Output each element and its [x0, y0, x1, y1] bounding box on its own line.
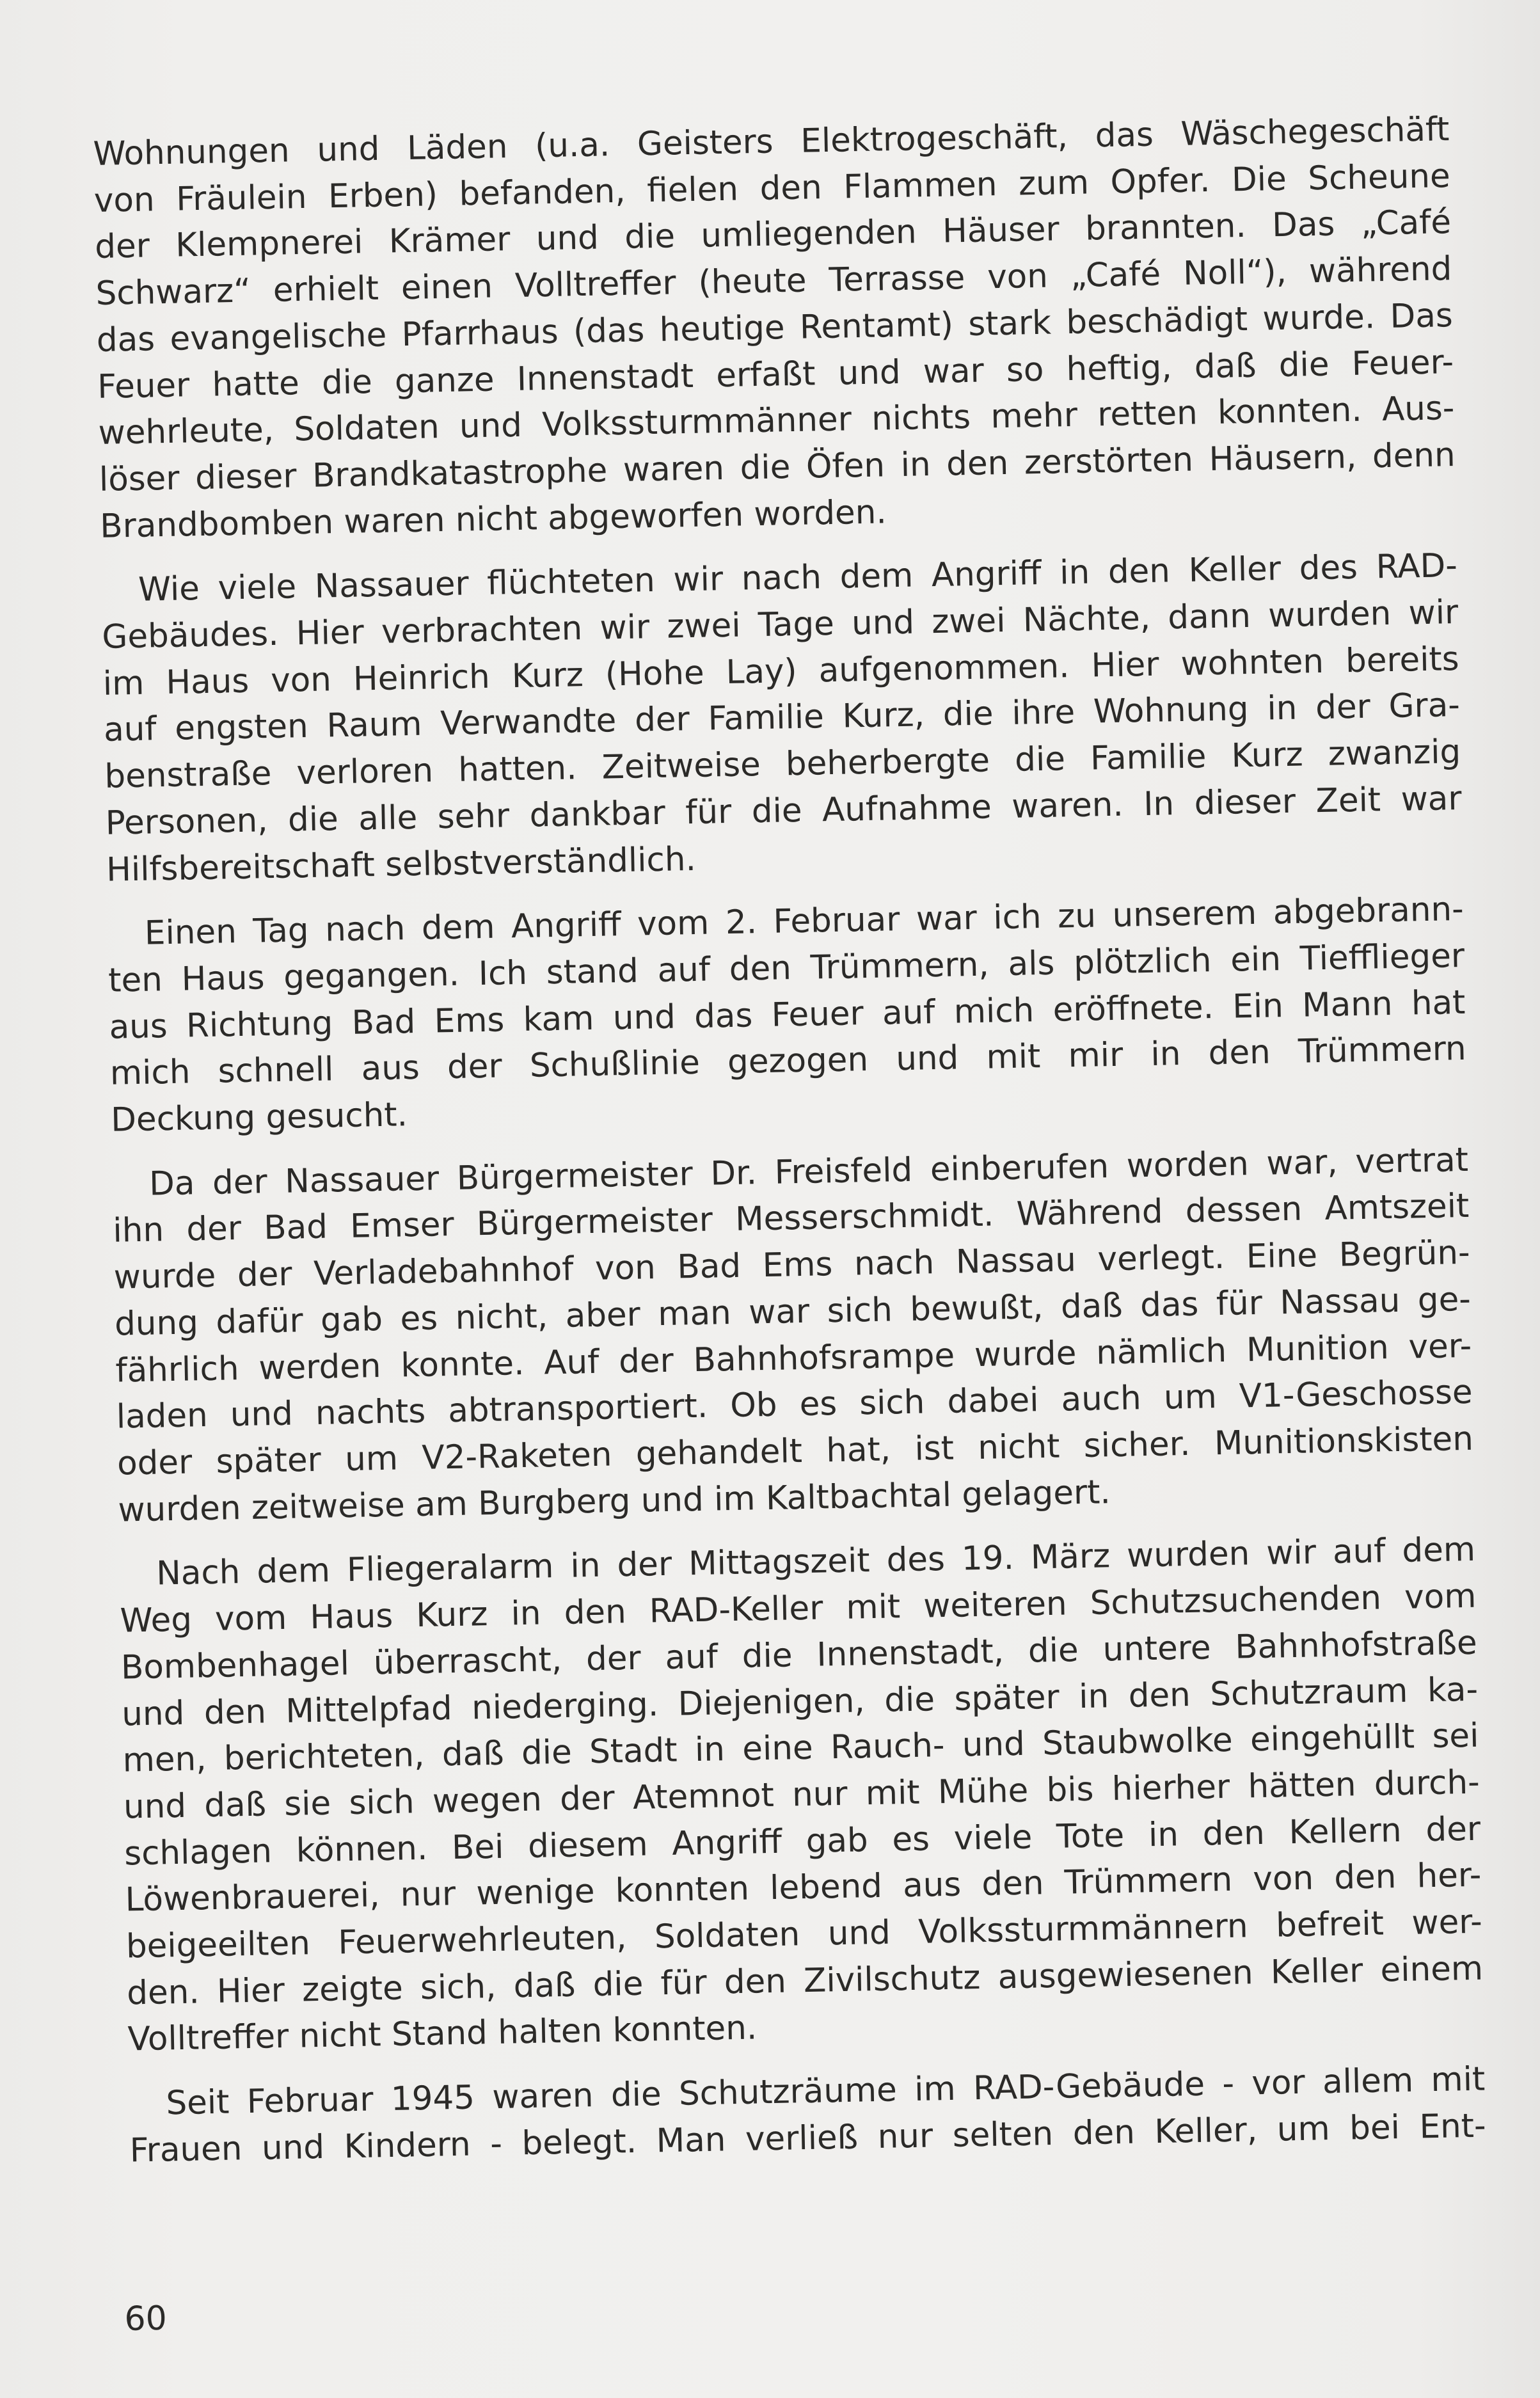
text-line: Wohnungen und Läden (u.a. Geisters Elektrogeschäft, das Wäschegeschäft — [93, 110, 1450, 173]
paragraph — [119, 1527, 1484, 2063]
text-line: wurde der Verladebahnhof von Bad Ems nach Nassau verlegt. Eine Begrün- — [113, 1234, 1471, 1297]
text-line: fährlich werden konnte. Auf der Bahnhofsrampe wurde nämlich Munition ver- — [115, 1326, 1472, 1390]
text-line: mich schnell aus der Schußlinie gezogen und mit mir in den Trümmern — [109, 1029, 1467, 1093]
text-line: und daß sie sich wegen der Atemnot nur mit Mühe bis hierher hätten durch- — [123, 1763, 1480, 1827]
text-line: beigeeilten Feuerwehrleuten, Soldaten und Volkssturmmännern befreit wer- — [125, 1902, 1483, 1966]
text-line: der Klempnerei Krämer und die umliegenden Häuser brannten. Das „Café — [94, 203, 1452, 267]
text-line: Einen Tag nach dem Angriff vom 2. Februar war ich zu unserem abgebrann- — [144, 890, 1465, 953]
text-line: Schwarz“ erhielt einen Volltreffer (heute Terrasse von „Café Noll“), während — [95, 250, 1452, 314]
text-line: Volltreffer nicht Stand halten konnten. — [127, 2008, 758, 2059]
text-line: Bombenhagel überrascht, der auf die Innenstadt, die untere Bahnhofstraße — [120, 1623, 1478, 1687]
paragraph — [112, 1137, 1475, 1534]
page-number: 60 — [124, 2299, 168, 2338]
text-line: löser dieser Brandkatastrophe waren die Öfen in den zerstörten Häusern, denn — [99, 435, 1456, 499]
text-line: benstraße verloren hatten. Zeitweise beherbergte die Familie Kurz zwanzig — [104, 733, 1461, 796]
paragraph — [107, 886, 1467, 1143]
text-line: Weg vom Haus Kurz in den RAD-Keller mit weiteren Schutzsuchenden vom — [120, 1576, 1477, 1640]
body-text — [93, 106, 1487, 2192]
text-line: laden und nachts abtransportiert. Ob es sich dabei auch um V1-Geschosse — [116, 1373, 1473, 1436]
text-line: ihn der Bad Emser Bürgermeister Messerschmidt. Während dessen Amtszeit — [112, 1187, 1470, 1251]
text-line: aus Richtung Bad Ems kam und das Feuer auf mich eröffnete. Ein Mann hat — [109, 983, 1466, 1047]
text-line: das evangelische Pfarrhaus (das heutige Rentamt) stark beschädigt wurde. Das — [96, 296, 1454, 360]
text-line: Seit Februar 1945 waren die Schutzräume im RAD-Gebäude - vor allem mit — [165, 2060, 1486, 2123]
text-line: auf engsten Raum Verwandte der Familie Kurz, die ihre Wohnung in der Gra- — [103, 686, 1461, 750]
text-line: im Haus von Heinrich Kurz (Hohe Lay) aufgenommen. Hier wohnten bereits — [102, 639, 1460, 703]
text-line: Da der Nassauer Bürgermeister Dr. Freisfeld einberufen worden war, vertrat — [148, 1140, 1469, 1203]
text-line: men, berichteten, daß die Stadt in eine Rauch- und Staubwolke eingehüllt sei — [122, 1716, 1479, 1780]
text-line: oder später um V2-Raketen gehandelt hat, ist nicht sicher. Munitionskisten — [116, 1419, 1474, 1483]
text-line: schlagen können. Bei diesem Angriff gab es viele Tote in den Kellern der — [123, 1809, 1481, 1873]
text-line: Brandbomben waren nicht abgeworfen worden. — [99, 492, 887, 546]
text-line: Nach dem Fliegeralarm in der Mittagszeit des 19. März wurden wir auf dem — [155, 1530, 1476, 1593]
text-line: von Fräulein Erben) befanden, fielen den Flammen zum Opfer. Die Scheune — [93, 156, 1451, 220]
text-line: Löwenbrauerei, nur wenige konnten lebend aus den Trümmern von den her- — [125, 1856, 1482, 1919]
text-line: Feuer hatte die ganze Innenstadt erfaßt und war so heftig, daß die Feuer- — [97, 342, 1454, 406]
paragraph — [101, 543, 1463, 893]
paragraph — [129, 2056, 1486, 2174]
text-line: Deckung gesucht. — [110, 1095, 408, 1139]
text-line: dung dafür gab es nicht, aber man war sich bewußt, daß das für Nassau ge- — [114, 1280, 1472, 1344]
text-line: Personen, die alle sehr dankbar für die Aufnahme waren. In dieser Zeit war — [105, 779, 1463, 843]
text-line: den. Hier zeigte sich, daß die für den Zivilschutz ausgewiesenen Keller einem — [126, 1949, 1484, 2013]
text-line: Gebäudes. Hier verbrachten wir zwei Tage und zwei Nächte, dann wurden wir — [101, 593, 1459, 656]
text-line: Hilfsbereitschaft selbstverständlich. — [106, 839, 697, 889]
text-line: und den Mittelpfad niederging. Diejenigen, die später in den Schutzraum ka- — [121, 1670, 1479, 1734]
text-line: Frauen und Kindern - belegt. Man verließ nur selten den Keller, um bei Ent- — [129, 2106, 1487, 2170]
paragraph — [93, 106, 1457, 550]
text-line: wehrleute, Soldaten und Volkssturmmänner nichts mehr retten konnten. Aus- — [98, 389, 1455, 453]
text-line: Wie viele Nassauer flüchteten wir nach dem Angriff in den Keller des RAD- — [138, 546, 1458, 610]
text-line: ten Haus gegangen. Ich stand auf den Trümmern, als plötzlich ein Tiefflieger — [107, 936, 1465, 1000]
text-line: wurden zeitweise am Burgberg und im Kaltbachtal gelagert. — [117, 1472, 1111, 1530]
